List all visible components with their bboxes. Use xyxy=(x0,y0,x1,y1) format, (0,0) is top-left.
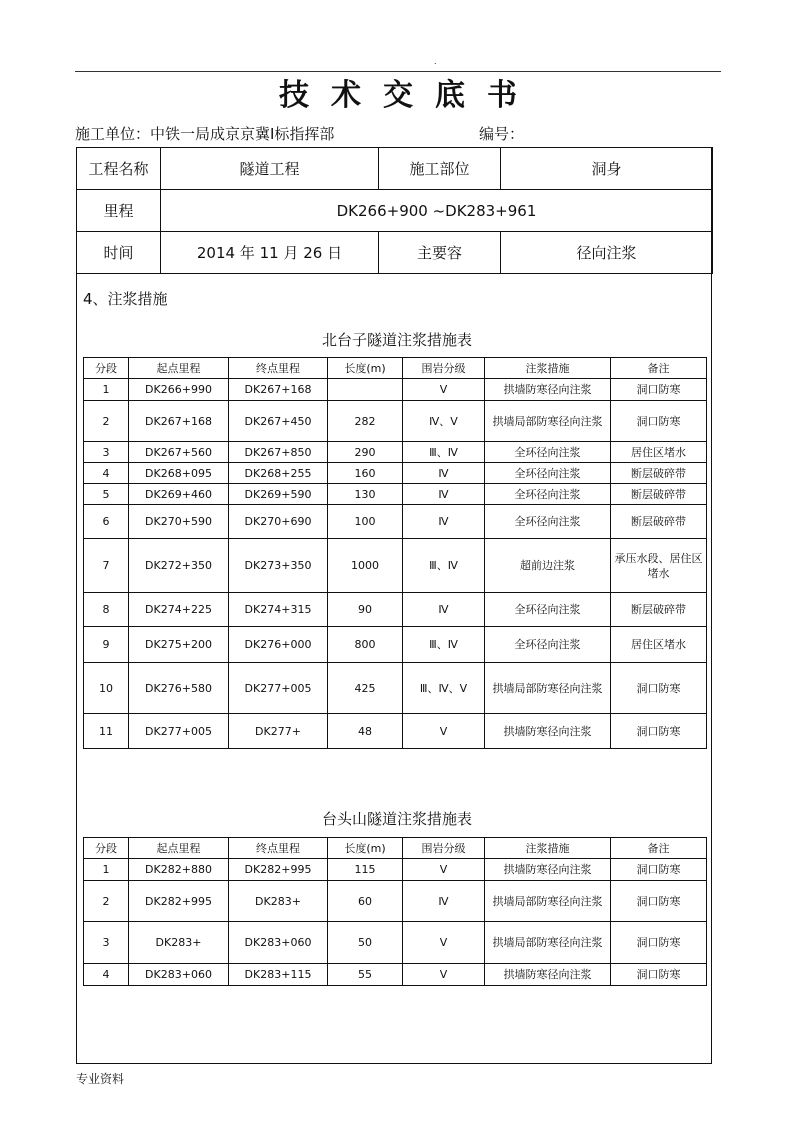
cell-end-mileage: DK276+000 xyxy=(229,627,328,663)
cell-start-mileage: DK270+590 xyxy=(129,505,229,539)
table-row xyxy=(84,627,707,663)
cell-segment: 11 xyxy=(84,714,129,749)
cell-length: 90 xyxy=(328,593,403,627)
cell-segment: 3 xyxy=(84,442,129,463)
cell-length: 282 xyxy=(328,401,403,442)
cell-rock-grade: Ⅳ xyxy=(403,881,485,922)
cell-remark: 居住区堵水 xyxy=(611,627,707,663)
table1-header-rock-grade: 围岩分级 xyxy=(403,358,485,379)
cell-segment: 1 xyxy=(84,379,129,401)
table-row xyxy=(84,442,707,463)
cell-end-mileage: DK267+168 xyxy=(229,379,328,401)
table-row xyxy=(84,714,707,749)
cell-segment: 2 xyxy=(84,881,129,922)
cell-segment: 3 xyxy=(84,922,129,964)
cell-segment: 1 xyxy=(84,859,129,881)
cell-start-mileage: DK272+350 xyxy=(129,539,229,593)
header-row-mileage xyxy=(77,190,713,232)
cell-start-mileage: DK275+200 xyxy=(129,627,229,663)
mileage-label: 里程 xyxy=(77,190,161,232)
cell-end-mileage: DK273+350 xyxy=(229,539,328,593)
cell-start-mileage: DK269+460 xyxy=(129,484,229,505)
header-row-time xyxy=(77,232,713,274)
table2-header-grouting-measure: 注浆措施 xyxy=(485,838,611,859)
cell-start-mileage: DK283+ xyxy=(129,922,229,964)
table1-header-end-mileage: 终点里程 xyxy=(229,358,328,379)
cell-remark: 洞口防寒 xyxy=(611,964,707,986)
cell-grouting-measure: 拱墙防寒径向注浆 xyxy=(485,379,611,401)
content-label: 主要容 xyxy=(379,232,501,274)
cell-rock-grade: Ⅲ、Ⅳ xyxy=(403,627,485,663)
table-row xyxy=(84,663,707,714)
cell-segment: 7 xyxy=(84,539,129,593)
footer-note: 专业资料 xyxy=(76,1072,125,1086)
cell-grouting-measure: 拱墙局部防寒径向注浆 xyxy=(485,401,611,442)
cell-rock-grade: Ⅴ xyxy=(403,922,485,964)
cell-end-mileage: DK267+450 xyxy=(229,401,328,442)
cell-end-mileage: DK268+255 xyxy=(229,463,328,484)
cell-length: 160 xyxy=(328,463,403,484)
cell-length: 290 xyxy=(328,442,403,463)
cell-rock-grade: Ⅲ、Ⅳ、Ⅴ xyxy=(403,663,485,714)
table-row xyxy=(84,379,707,401)
construction-unit: 施工单位：中铁一局成京京冀Ⅰ标指挥部 xyxy=(75,125,335,143)
cell-rock-grade: Ⅳ、Ⅴ xyxy=(403,401,485,442)
table2-header-remark: 备注 xyxy=(611,838,707,859)
cell-remark: 洞口防寒 xyxy=(611,922,707,964)
cell-segment: 10 xyxy=(84,663,129,714)
location-value: 洞身 xyxy=(501,148,713,190)
cell-remark: 洞口防寒 xyxy=(611,859,707,881)
cell-remark: 洞口防寒 xyxy=(611,379,707,401)
header-row-project xyxy=(77,148,713,190)
cell-remark: 断层破碎带 xyxy=(611,505,707,539)
cell-rock-grade: Ⅲ、Ⅳ xyxy=(403,539,485,593)
table1-header-remark: 备注 xyxy=(611,358,707,379)
content-value: 径向注浆 xyxy=(501,232,713,274)
table1-header-segment: 分段 xyxy=(84,358,129,379)
cell-length: 800 xyxy=(328,627,403,663)
header-table xyxy=(76,147,713,274)
table2-header-length: 长度(m) xyxy=(328,838,403,859)
cell-segment: 8 xyxy=(84,593,129,627)
cell-remark: 居住区堵水 xyxy=(611,442,707,463)
cell-segment: 4 xyxy=(84,964,129,986)
cell-start-mileage: DK266+990 xyxy=(129,379,229,401)
cell-length: 130 xyxy=(328,484,403,505)
cell-grouting-measure: 拱墙局部防寒径向注浆 xyxy=(485,663,611,714)
table1-header-row xyxy=(84,358,707,379)
table1-header-length: 长度(m) xyxy=(328,358,403,379)
table-row xyxy=(84,539,707,593)
cell-segment: 9 xyxy=(84,627,129,663)
cell-grouting-measure: 全环径向注浆 xyxy=(485,442,611,463)
cell-start-mileage: DK282+880 xyxy=(129,859,229,881)
table-row xyxy=(84,505,707,539)
cell-end-mileage: DK282+995 xyxy=(229,859,328,881)
header-rule xyxy=(75,71,721,72)
cell-end-mileage: DK270+690 xyxy=(229,505,328,539)
time-value: 2014 年 11 月 26 日 xyxy=(161,232,379,274)
cell-start-mileage: DK277+005 xyxy=(129,714,229,749)
cell-rock-grade: Ⅳ xyxy=(403,593,485,627)
table2-header-rock-grade: 围岩分级 xyxy=(403,838,485,859)
cell-length: 50 xyxy=(328,922,403,964)
table-row xyxy=(84,881,707,922)
table2-caption: 台头山隧道注浆措施表 xyxy=(321,810,472,828)
document-number-label: 编号： xyxy=(479,125,525,143)
cell-length: 48 xyxy=(328,714,403,749)
cell-remark: 洞口防寒 xyxy=(611,663,707,714)
cell-end-mileage: DK283+ xyxy=(229,881,328,922)
cell-end-mileage: DK267+850 xyxy=(229,442,328,463)
cell-length: 60 xyxy=(328,881,403,922)
cell-length: 100 xyxy=(328,505,403,539)
cell-rock-grade: Ⅳ xyxy=(403,505,485,539)
cell-grouting-measure: 全环径向注浆 xyxy=(485,627,611,663)
cell-grouting-measure: 拱墙局部防寒径向注浆 xyxy=(485,881,611,922)
cell-grouting-measure: 全环径向注浆 xyxy=(485,463,611,484)
page-title: 技术交底书 xyxy=(279,78,539,113)
cell-start-mileage: DK282+995 xyxy=(129,881,229,922)
cell-start-mileage: DK267+560 xyxy=(129,442,229,463)
cell-start-mileage: DK276+580 xyxy=(129,663,229,714)
table2-header-start-mileage: 起点里程 xyxy=(129,838,229,859)
table-row xyxy=(84,484,707,505)
table-row xyxy=(84,964,707,986)
cell-end-mileage: DK283+060 xyxy=(229,922,328,964)
top-mark: . xyxy=(434,57,437,66)
cell-end-mileage: DK283+115 xyxy=(229,964,328,986)
table1-caption: 北台子隧道注浆措施表 xyxy=(321,331,472,349)
cell-start-mileage: DK274+225 xyxy=(129,593,229,627)
cell-segment: 6 xyxy=(84,505,129,539)
cell-grouting-measure: 全环径向注浆 xyxy=(485,505,611,539)
cell-rock-grade: Ⅳ xyxy=(403,484,485,505)
table2 xyxy=(83,837,707,986)
cell-remark: 洞口防寒 xyxy=(611,401,707,442)
cell-start-mileage: DK267+168 xyxy=(129,401,229,442)
cell-rock-grade: Ⅲ、Ⅳ xyxy=(403,442,485,463)
cell-rock-grade: Ⅴ xyxy=(403,714,485,749)
cell-start-mileage: DK283+060 xyxy=(129,964,229,986)
cell-start-mileage: DK268+095 xyxy=(129,463,229,484)
cell-end-mileage: DK269+590 xyxy=(229,484,328,505)
cell-segment: 4 xyxy=(84,463,129,484)
time-label: 时间 xyxy=(77,232,161,274)
cell-remark: 断层破碎带 xyxy=(611,593,707,627)
table1-header-grouting-measure: 注浆措施 xyxy=(485,358,611,379)
table-row xyxy=(84,859,707,881)
section-heading: 4、注浆措施 xyxy=(83,290,168,308)
cell-grouting-measure: 拱墙防寒径向注浆 xyxy=(485,714,611,749)
cell-length: 425 xyxy=(328,663,403,714)
project-name-value: 隧道工程 xyxy=(161,148,379,190)
table-row xyxy=(84,593,707,627)
cell-segment: 2 xyxy=(84,401,129,442)
cell-length: 1000 xyxy=(328,539,403,593)
cell-grouting-measure: 拱墙防寒径向注浆 xyxy=(485,859,611,881)
project-name-label: 工程名称 xyxy=(77,148,161,190)
table-row xyxy=(84,922,707,964)
cell-segment: 5 xyxy=(84,484,129,505)
cell-length: 115 xyxy=(328,859,403,881)
cell-rock-grade: Ⅴ xyxy=(403,964,485,986)
cell-remark: 断层破碎带 xyxy=(611,463,707,484)
unit-line xyxy=(75,124,721,144)
cell-rock-grade: Ⅴ xyxy=(403,859,485,881)
cell-end-mileage: DK277+ xyxy=(229,714,328,749)
cell-remark: 洞口防寒 xyxy=(611,881,707,922)
cell-end-mileage: DK277+005 xyxy=(229,663,328,714)
cell-remark: 洞口防寒 xyxy=(611,714,707,749)
cell-grouting-measure: 超前边注浆 xyxy=(485,539,611,593)
table1 xyxy=(83,357,707,749)
mileage-value: DK266+900 ~DK283+961 xyxy=(161,190,713,232)
table2-header-end-mileage: 终点里程 xyxy=(229,838,328,859)
cell-remark: 承压水段、居住区堵水 xyxy=(611,539,707,593)
table1-header-start-mileage: 起点里程 xyxy=(129,358,229,379)
cell-remark: 断层破碎带 xyxy=(611,484,707,505)
table2-header-row xyxy=(84,838,707,859)
cell-rock-grade: Ⅴ xyxy=(403,379,485,401)
cell-grouting-measure: 全环径向注浆 xyxy=(485,593,611,627)
cell-grouting-measure: 拱墙防寒径向注浆 xyxy=(485,964,611,986)
cell-grouting-measure: 全环径向注浆 xyxy=(485,484,611,505)
table-row xyxy=(84,463,707,484)
cell-length xyxy=(328,379,403,401)
table2-header-segment: 分段 xyxy=(84,838,129,859)
table-row xyxy=(84,401,707,442)
cell-rock-grade: Ⅳ xyxy=(403,463,485,484)
cell-end-mileage: DK274+315 xyxy=(229,593,328,627)
cell-grouting-measure: 拱墙局部防寒径向注浆 xyxy=(485,922,611,964)
location-label: 施工部位 xyxy=(379,148,501,190)
cell-length: 55 xyxy=(328,964,403,986)
